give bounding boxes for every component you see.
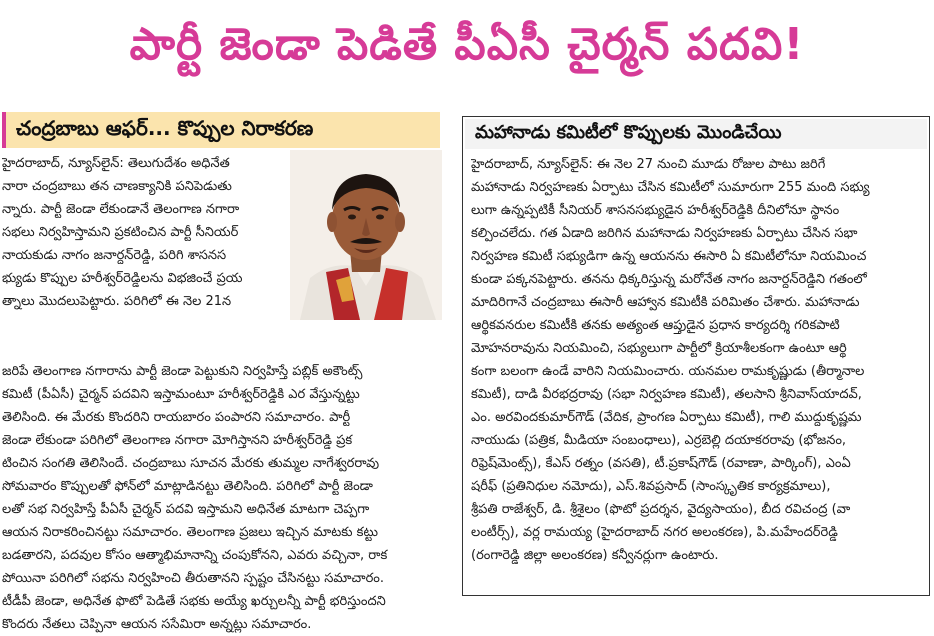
text-line: భ్యుడు కొప్పుల హరీశ్వర్‌రెడ్డిలను విభజించే ప్రయ (2, 271, 243, 286)
text-line: తెలిసింది. ఈ మేరకు కొందరిని రాయబారం పంపారని సమాచారం. పార్టీ (2, 410, 351, 425)
text-line: సభలు నిర్వహిస్తామని ప్రకటించిన పార్టీ సీనియర్ (2, 225, 239, 240)
text-line: బడతారని, పదవుల కోసం ఆత్మాభిమానాన్ని చంపుకోనని, ఎవరు వచ్చినా, రాక (2, 548, 388, 563)
text-line: కమిటీ), దాడి వీరభద్రరావు (సభా నిర్వహణ కమిటీ), తలసాని శ్రీనివాస్‌యాదవ్, (471, 387, 862, 402)
right-article-body (471, 153, 923, 567)
text-line: న్నారు. పార్టీ జెండా లేకుండానే తెలంగాణ నగారా (2, 202, 240, 217)
left-article-body (2, 360, 442, 636)
text-line: కమిటీ (పీఏసీ) చైర్మన్ పదవిని ఇస్తామంటూ హరీశ్వర్‌రెడ్డికి ఎర వేస్తున్నట్టు (2, 387, 360, 402)
text-line: టించిన సంగతి తెలిసిందే. చంద్రబాబు సూచన మేరకు తుమ్మల నాగేశ్వరరావు (2, 456, 380, 471)
text-line: నాయుడు (పత్రిక, మీడియా సంబంధాలు), ఎర్రబెల్లి దయాకరరావు (భోజనం, (471, 433, 847, 448)
left-article (2, 112, 446, 632)
text-line: జెండా లేకుండా పరిగిలో తెలంగాణ నగారా మోగిస్తానని హరీశ్వర్‌రెడ్డి ప్రక (2, 433, 353, 448)
text-line: జరిపే తెలంగాణ నగారాను పార్టీ జెండా పెట్టుకుని నిర్వహిస్తే పబ్లిక్ అకౌంట్స్ (2, 364, 363, 379)
text-line: నారా చంద్రబాబు తన చాణక్యానికి పనిపెడుతు (2, 179, 232, 194)
left-subheadline: చంద్రబాబు ఆఫర్... కొప్పుల నిరాకరణ (2, 112, 440, 148)
right-article (462, 116, 930, 596)
text-line: కుండా పక్కనపెట్టారు. తనను ధిక్కరిస్తున్న మరోనేత నాగం జనార్దన్‌రెడ్డిని గతంలో (471, 272, 867, 287)
text-line: మాదిరిగానే చంద్రబాబు ఈసారీ ఆహ్వాన కమిటీకి పరిమితం చేశారు. మహానాడు (471, 295, 860, 310)
text-line: నిర్వహణ కమిటీ సభ్యుడిగా ఉన్న ఆయనను ఈసారి ఏ కమిటీలోనూ నియమించ (471, 249, 867, 264)
portrait-illustration (290, 150, 442, 320)
text-line: హైదరాబాద్, న్యూస్‌లైన్: తెలుగుదేశం అధినేత (2, 156, 230, 171)
text-line: టీడీపీ జెండా, అధినేత ఫొటో పెడితే సభకు అయ్యే ఖర్చులన్నీ పార్టీ భరిస్తుందని (2, 594, 386, 609)
text-line: హైదరాబాద్, న్యూస్‌లైన్: ఈ నెల 27 నుంచి మూడు రోజుల పాటు జరిగే (471, 157, 826, 172)
text-line: సోమవారం కొప్పులతో ఫోన్‌లో మాట్లాడినట్టు తెలిసింది. పరిగిలో పార్టీ జెండా (2, 479, 373, 494)
text-line: (రంగారెడ్డి జిల్లా అలంకరణ) కన్వీనర్లుగా ఉంటారు. (471, 548, 719, 563)
text-line: కంగా బలంగా ఉండే వారిని నియమించారు. యనమల రామకృష్ణుడు (తీర్మానాల (471, 364, 865, 379)
text-line: లంటీర్స్), వర్ల రామయ్య (హైదరాబాద్ నగర అలంకరణ), పి.మహేందర్‌రెడ్డి (471, 525, 838, 540)
text-line: షరీఫ్ (ప్రతినిధుల నమోదు), ఎస్.శివప్రసాద్ (సాంస్కృతిక కార్యక్రమాలు), (471, 479, 831, 494)
text-line: పోయినా పరిగిలో సభను నిర్వహించి తీరుతానని స్పష్టం చేసినట్టు సమాచారం. (2, 571, 385, 586)
main-headline: పార్టీ జెండా పెడితే పీఏసీ చైర్మన్ పదవి! (129, 19, 805, 70)
text-line: నాయకుడు నాగం జనార్దన్‌రెడ్డి, పరిగి శాసనస (2, 248, 227, 263)
text-line: మహానాడు నిర్వహణకు ఏర్పాటు చేసిన కమిటీలో సుమారుగా 255 మంది సభ్యు (471, 180, 870, 195)
text-line: ఆయన నిరాకరించినట్టు సమాచారం. తెలంగాణ ప్రజలు ఇచ్చిన మాటకు కట్టు (2, 525, 378, 540)
text-line: త్నాలు మొదలుపెట్టారు. పరిగిలో ఈ నెల 21న (2, 294, 232, 309)
text-line: శ్రీపతి రాజేశ్వర్, డి. శ్రీశైలం (ఫొటో ప్రదర్శన, వైద్యసాయం), బీద రవిచంద్ర (వా (471, 502, 851, 517)
right-subheadline: మహానాడు కమిటీలో కొప్పులకు మొండిచేయి (465, 119, 927, 149)
text-line: మోహనరావును నియమించి, సభ్యులుగా పార్టీలో క్రియాశీలకంగా ఉంటూ ఆర్థి (471, 341, 847, 356)
text-line: ఎం. అరవిందకుమార్‌గౌడ్ (వేదిక, ప్రాంగణ ఏర్పాటు కమిటీ), గాలి ముద్దుకృష్ణమ (471, 410, 862, 425)
text-line: రిఫ్రెష్‌మెంట్స్), కేఎస్ రత్నం (వసతి), టీ.ప్రకాష్‌గౌడ్ (రవాణా, పార్కింగ్), ఎంఏ (471, 456, 851, 471)
text-line: లుగా ఉన్నప్పటికీ సీనియర్ శాసనసభ్యుడైన హరీశ్వర్‌రెడ్డికి దీనిలోనూ స్థానం (471, 203, 840, 218)
text-line: ఆర్థికవనరుల కమిటీకి తనకు అత్యంత ఆప్తుడైన ప్రధాన కార్యదర్శి గరికపాటి (471, 318, 840, 333)
left-article-body-top (2, 152, 286, 313)
portrait-photo (290, 150, 442, 320)
text-line: కల్పించలేదు. గత ఏడాది జరిగిన మహానాడు నిర్వహణకు ఏర్పాటు చేసిన సభా (471, 226, 858, 241)
text-line: లతో సభ నిర్వహిస్తే పీఏసీ చైర్మన్ పదవి ఇస్తామని అధినేత మాటగా చెప్పగా (2, 502, 370, 517)
text-line: కొందరు నేతలు చెప్పినా ఆయన ససేమిరా అన్నట్లు సమాచారం. (2, 617, 312, 632)
